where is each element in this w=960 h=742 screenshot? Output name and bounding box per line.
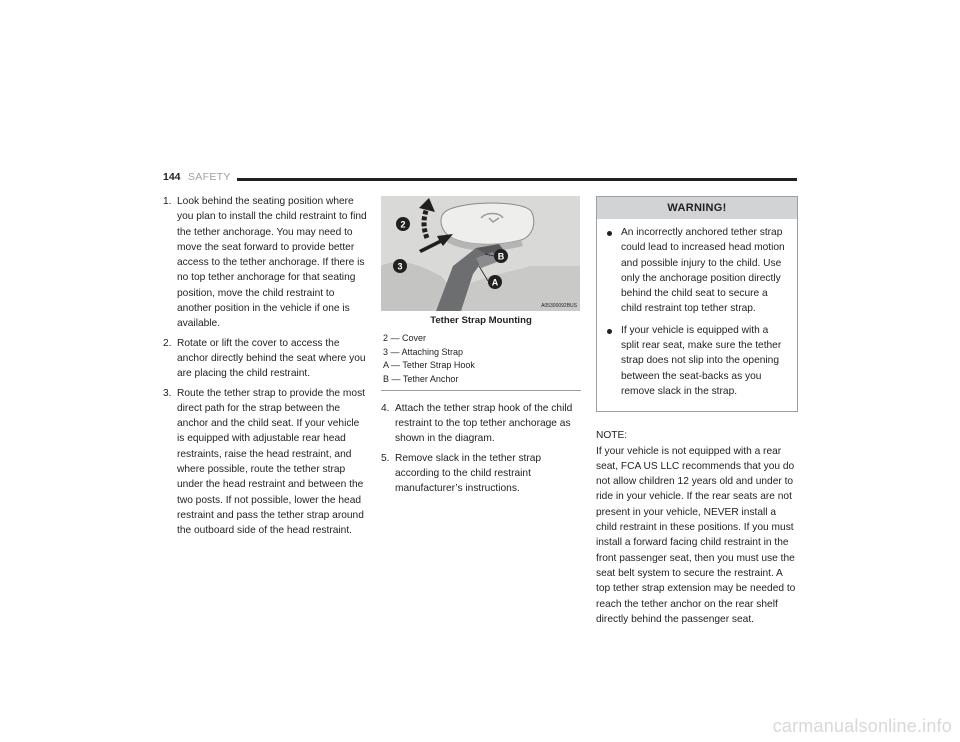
step-4-text: Attach the tether strap hook of the child restraint to the top tether anchorage as shown in the diagram. (395, 402, 573, 445)
watermark: carmanualsonline.info (772, 716, 952, 736)
column-left (163, 194, 367, 543)
warning-title: WARNING! (597, 197, 797, 219)
column-middle (381, 196, 581, 500)
legend-item: A — Tether Strap Hook (383, 360, 475, 371)
step-3: 3. Route the tether strap to provide the most direct path for the strap between the anchor and the child seat. If your vehicle is equipped with adjustable rear head restraints, raise the head restraint, and where possible, route the tether strap under the head restraint and between the two posts. If not possible, lower the head restraint and pass the tether strap around the outboard side of the head restraint. (163, 387, 366, 537)
bullet-icon (607, 329, 612, 334)
callout-2: 2 (400, 219, 406, 230)
header-rule (237, 178, 797, 181)
step-2: 2. Rotate or lift the cover to access the anchor directly behind the seat where you are placing the child restraint. (163, 337, 366, 380)
callout-b: B (497, 251, 505, 262)
callout-3: 3 (397, 261, 403, 272)
warning-box (596, 196, 798, 412)
figure-caption: Tether Strap Mounting (430, 315, 532, 326)
callout-a: A (491, 277, 499, 288)
step-4: 4. Attach the tether strap hook of the child restraint to the top tether anchorage as shown in the diagram. (381, 402, 573, 445)
step-1-text: Look behind the seating position where you plan to install the child restraint to find the tether anchorage. You may need to move the seat forward to provide better access to the tether anchorage. If there is no top tether anchorage for that seating position, move the child restraint to another position in the vehicle if one is available. (177, 196, 367, 330)
warning-item: An incorrectly anchored tether strap could lead to increased head motion and possible injury to the child. Use only the anchorage position directly behind the child seat to secure a child restraint top tether strap. (605, 225, 789, 317)
column-right (596, 196, 798, 627)
tether-strap-illustration (381, 196, 580, 311)
legend-divider (381, 390, 581, 391)
bullet-icon (607, 231, 612, 236)
section-title: SAFETY (188, 171, 231, 183)
note-text: If your vehicle is not equipped with a rear seat, FCA US LLC recommends that you do not allow children 12 years old and under to ride in your vehicle. If the rear seats are not present in your vehicle, NEVER install a child restraint in these positions. If you must install a forward facing child restraint in the front passenger seat, then you must use the seat belt system to secure the restraint. A top tether strap extension may be needed to reach the tether anchor on the rear shelf directly behind the passenger seat. (596, 445, 796, 625)
warning-item: If your vehicle is equipped with a split rear seat, make sure the tether strap does not slip into the opening between the seat-backs as you remove slack in the strap. (605, 323, 789, 399)
figure-legend (381, 332, 581, 390)
page-number: 144 (163, 171, 181, 183)
step-5: 5. Remove slack in the tether strap according to the child restraint manufacturer’s instructions. (381, 452, 542, 495)
page-header (163, 171, 797, 185)
step-2-text: Rotate or lift the cover to access the anchor directly behind the seat where you are placing the child restraint. (177, 337, 366, 380)
step-5-text: Remove slack in the tether strap according to the child restraint manufacturer’s instructions. (395, 452, 542, 495)
step-3-text: Route the tether strap to provide the most direct path for the strap between the anchor and the child seat. If your vehicle is equipped with adjustable rear head restraints, raise the head restraint, and where possible, route the tether strap under the head restraint and between the two posts. If not possible, lower the head restraint and pass the tether strap around the outboard side of the head restraint. (177, 387, 366, 537)
legend-item: B — Tether Anchor (383, 374, 459, 385)
figure-code: A05300092BUS (541, 303, 577, 309)
step-1: 1. Look behind the seating position where you plan to install the child restraint to find the tether anchorage. You may need to move the seat forward to provide better access to the tether anchorage. If there is no top tether anchorage for that seating position, move the child restraint to another position in the vehicle if one is available. (163, 196, 367, 330)
legend-item: 3 — Attaching Strap (383, 346, 464, 357)
note-title: NOTE: (596, 430, 628, 442)
legend-item: 2 — Cover (383, 333, 427, 344)
tether-illustration-svg (381, 196, 580, 311)
